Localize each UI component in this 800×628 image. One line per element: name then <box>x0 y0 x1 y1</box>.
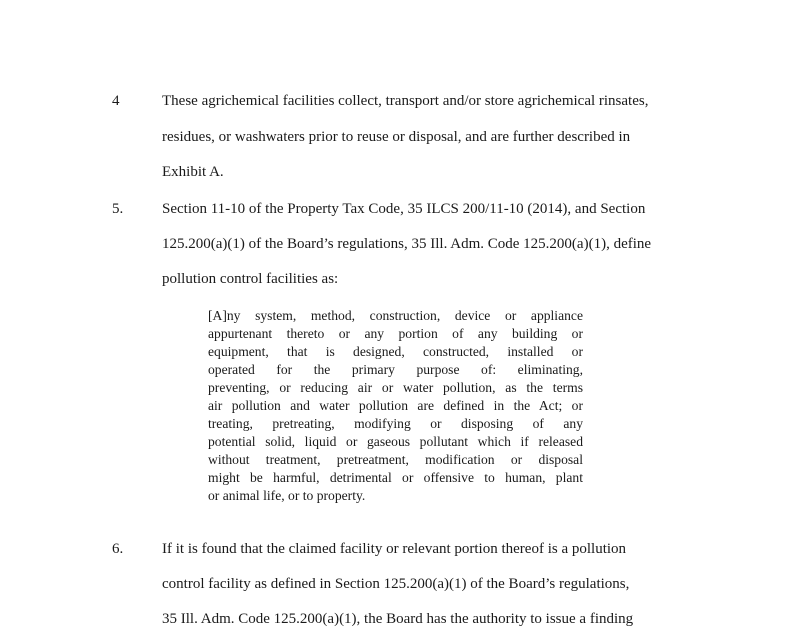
quote-line: preventing, or reducing air or water pollution, as the terms <box>208 380 583 395</box>
quote-line: appurtenant thereto or any portion of any building or <box>208 326 583 341</box>
paragraph-line: control facility as defined in Section 125.200(a)(1) of the Board’s regulations, <box>162 576 630 592</box>
paragraph-number: 6. <box>112 541 124 557</box>
quote-line: or animal life, or to property. <box>208 488 366 503</box>
paragraph-line: pollution control facilities as: <box>162 271 339 287</box>
paragraph-line: Section 11-10 of the Property Tax Code, 35 ILCS 200/11-10 (2014), and Section <box>162 201 646 217</box>
quote-line: treating, pretreating, modifying or disposing of any <box>208 416 583 431</box>
paragraph-line: 125.200(a)(1) of the Board’s regulations, 35 Ill. Adm. Code 125.200(a)(1), define <box>162 236 652 252</box>
quote-line: [A]ny system, method, construction, device or appliance <box>208 308 583 323</box>
quote-line: operated for the primary purpose of: eliminating, <box>208 362 583 377</box>
paragraph-number: 4 <box>112 93 120 109</box>
paragraph-line: These agrichemical facilities collect, transport and/or store agrichemical rinsates, <box>162 93 649 109</box>
quote-line: potential solid, liquid or gaseous pollutant which if released <box>208 434 583 449</box>
paragraph-number: 5. <box>112 201 124 217</box>
quote-line: air pollution and water pollution are defined in the Act; or <box>208 398 583 413</box>
paragraph-line: 35 Ill. Adm. Code 125.200(a)(1), the Board has the authority to issue a finding <box>162 611 634 627</box>
paragraph-line: residues, or washwaters prior to reuse or disposal, and are further described in <box>162 129 631 145</box>
quote-line: without treatment, pretreatment, modification or disposal <box>208 452 583 467</box>
quote-line: equipment, that is designed, constructed, installed or <box>208 344 583 359</box>
block-quote <box>208 307 583 505</box>
paragraph-line: If it is found that the claimed facility or relevant portion thereof is a pollution <box>162 541 627 557</box>
paragraph-line: Exhibit A. <box>162 164 224 180</box>
quote-line: might be harmful, detrimental or offensive to human, plant <box>208 470 583 485</box>
